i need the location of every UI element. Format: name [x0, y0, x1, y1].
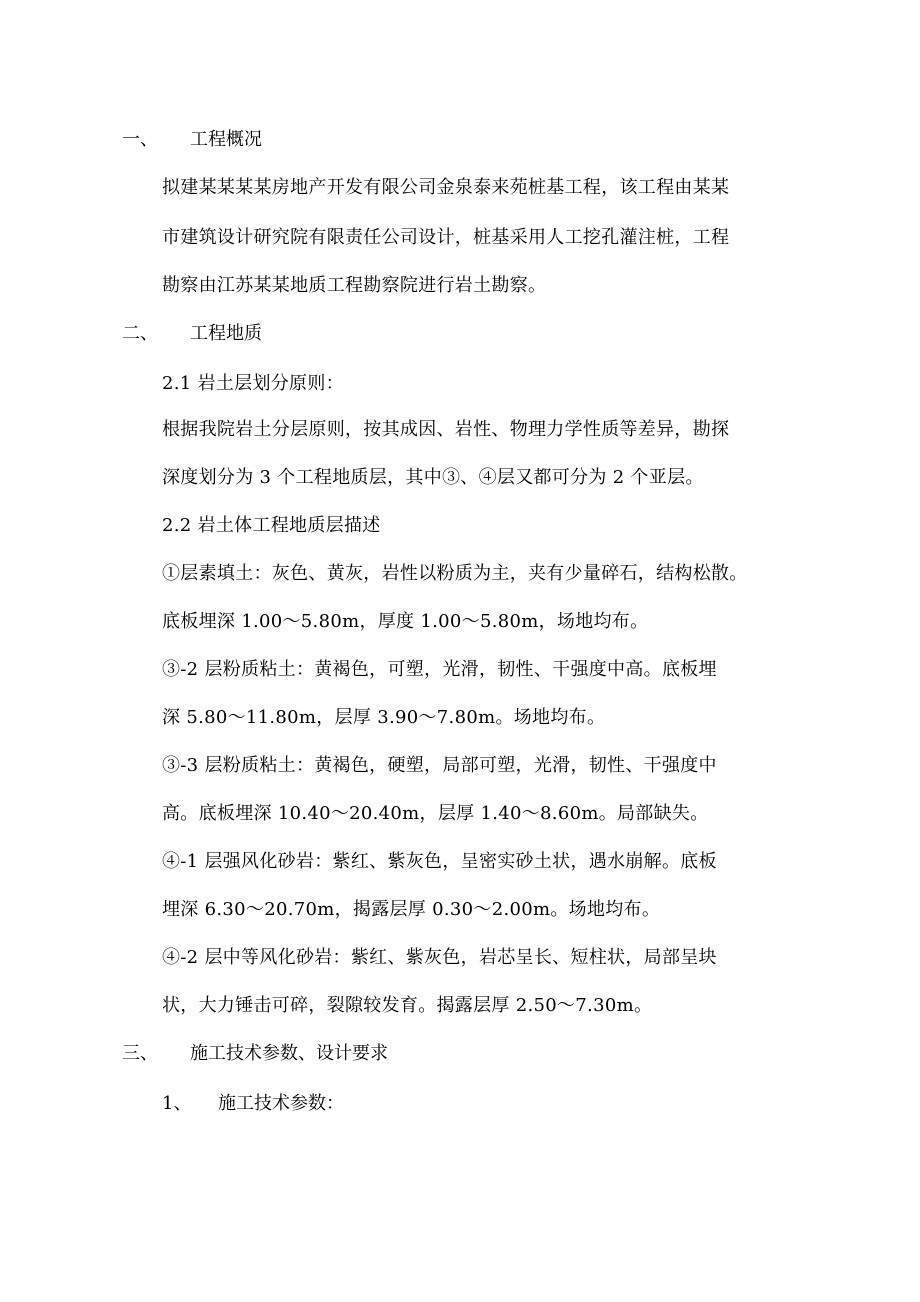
subheading-2-1: 2.1 岩土层划分原则：	[162, 373, 344, 394]
paragraph-line: 勘察由江苏某某地质工程勘察院进行岩土勘察。	[162, 275, 547, 296]
layer-4-2-line: ④-2 层中等风化砂岩：紫红、紫灰色，岩芯呈长、短柱状，局部呈块	[162, 947, 717, 968]
layer-4-2-line: 状，大力锤击可碎，裂隙较发育。揭露层厚 2.50～7.30m。	[162, 995, 653, 1016]
paragraph-line: 市建筑设计研究院有限责任公司设计，桩基采用人工挖孔灌注桩，工程	[162, 227, 730, 248]
subheading-2-2: 2.2 岩土体工程地质层描述	[162, 515, 381, 536]
section-number: 二、	[122, 323, 158, 344]
layer-3-2-line: ③-2 层粉质粘土：黄褐色，可塑，光滑，韧性、干强度中高。底板埋	[162, 659, 717, 680]
section-number: 一、	[122, 129, 158, 150]
paragraph-line: 深度划分为 3 个工程地质层，其中③、④层又都可分为 2 个亚层。	[162, 467, 704, 488]
section-heading-technical	[122, 1042, 388, 1066]
paragraph-line: 根据我院岩土分层原则，按其成因、岩性、物理力学性质等差异，勘探	[162, 419, 730, 440]
subsection-title: 施工技术参数：	[218, 1093, 344, 1114]
subsection-number: 1、	[162, 1093, 192, 1114]
layer-3-2-line: 深 5.80～11.80m，层厚 3.90～7.80m。场地均布。	[162, 707, 606, 728]
section-heading-overview	[122, 128, 262, 152]
layer-3-3-line: 高。底板埋深 10.40～20.40m，层厚 1.40～8.60m。局部缺失。	[162, 803, 709, 824]
section-title: 工程地质	[190, 323, 262, 344]
section-title: 工程概况	[190, 129, 262, 150]
layer-3-3-line: ③-3 层粉质粘土：黄褐色，硬塑，局部可塑，光滑，韧性、干强度中	[162, 755, 717, 776]
section-number: 三、	[122, 1043, 158, 1064]
paragraph-line: 拟建某某某某房地产开发有限公司金泉泰来苑桩基工程，该工程由某某	[162, 177, 730, 198]
layer-4-1-line: ④-1 层强风化砂岩：紫红、紫灰色，呈密实砂土状，遇水崩解。底板	[162, 851, 717, 872]
section-title: 施工技术参数、设计要求	[190, 1043, 388, 1064]
layer-4-1-line: 埋深 6.30～20.70m，揭露层厚 0.30～2.00m。场地均布。	[162, 899, 661, 920]
subsection-heading-1	[162, 1092, 344, 1116]
section-heading-geology	[122, 322, 262, 346]
layer-1-line: ①层素填土：灰色、黄灰，岩性以粉质为主，夹有少量碎石，结构松散。	[162, 563, 748, 584]
layer-1-line: 底板埋深 1.00～5.80m，厚度 1.00～5.80m，场地均布。	[162, 611, 649, 632]
